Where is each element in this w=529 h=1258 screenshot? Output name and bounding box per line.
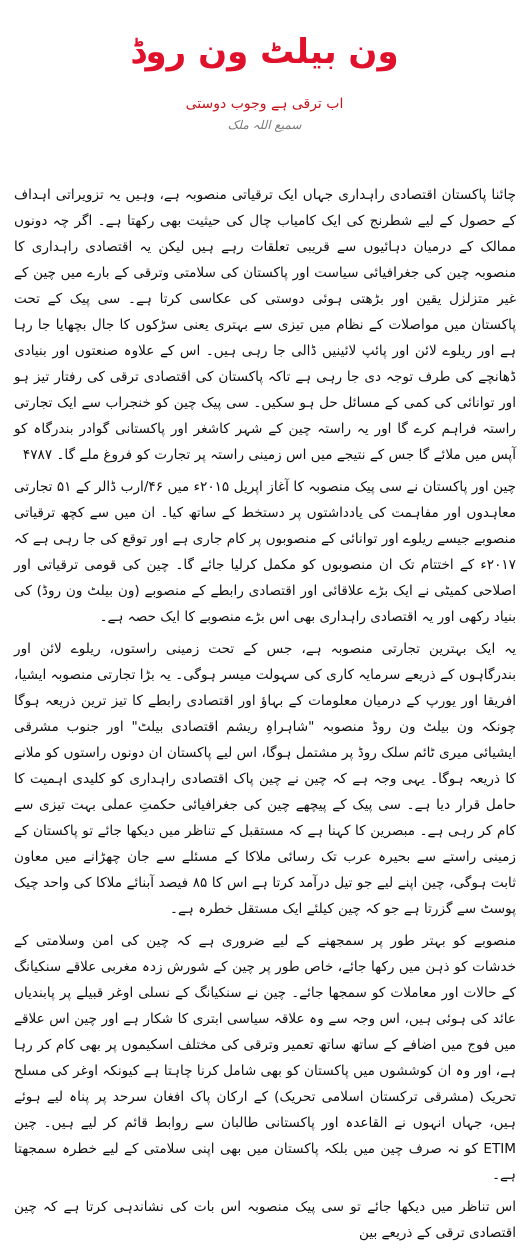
article-subtitle: اب ترقی ہے وجوب دوستی — [185, 96, 344, 112]
paragraph-1: چائنا پاکستان اقتصادی راہداری جہاں ایک ترقیاتی منصوبہ ہے، وہیں یہ تزویراتی اہداف کے حصول کے لیے شطرنج کی ایک کامیاب چال کی حیثیت بھی رکھتا ہے۔ اگر چہ دونوں ممالک کے درمیان دہائیوں سے قریبی تعلقات رہے ہیں لیکن یہ اقتصادی راہداری کا منصوبہ چین کی جغرافیائی سیاست اور پاکستان کی سلامتی وترقی کے بارے میں چین کے غیر متزلزل یقین اور بڑھتی ہوئی دوستی کی عکاسی کرتا ہے۔ سی پیک کے تحت پاکستان میں مواصلات کے نظام میں تیزی سے بہتری یعنی سڑکوں کا جال بچھایا جا رہا ہے اور ریلوے لائن اور پائپ لائینیں ڈالی جا رہی ہیں۔ اس کے علاوہ صنعتوں اور بنیادی ڈھانچے کی طرف توجہ دی جا رہی ہے تاکہ پاکستان کی اقتصادی ترقی کی رفتار تیز ہو اور توانائی کی کمی کے مسائل حل ہو سکیں۔ سی پیک چین کو خنجراب سے ایک تجارتی راستہ فراہم کرے گا اور یہ راستہ چین کے شہر کاشغر اور پاکستانی گوادر بندرگاہ کو آپس میں ملائے گا جس کے نتیجے میں اس زمینی راستہ پر تجارت کو فروغ ملے گا۔ ۴۷۸۷ — [14, 187, 516, 463]
paragraph-5: اس تناظر میں دیکھا جائے تو سی پیک منصوبہ اس بات کی نشاندہی کرتا ہے کہ چین اقتصادی ترقی کے ذریعے بین — [14, 1199, 516, 1241]
paragraph-3: یہ ایک بہترین تجارتی منصوبہ ہے، جس کے تحت زمینی راستوں، ریلوے لائن اور بندرگاہوں کے ذریعے سرمایہ کاری کی سہولت میسر ہوگی۔ یہ بڑا تجارتی منصوبہ ایشیا، افریقا اور یورپ کے درمیان معلومات کے بہاؤ اور اقتصادی رابطے کا تیز ترین ذریعہ ہوگا چونکہ ون بیلٹ ون روڈ منصوبہ "شاہراہِ ریشم اقتصادی بیلٹ" اور جنوب مشرقی ایشیائی میری ٹائم سلک روڈ پر مشتمل ہوگا، اس لیے پاکستان ان دونوں راستوں کو ملانے کا ذریعہ ہوگا۔ یہی وجہ ہے کہ چین نے چین پاک اقتصادی راہداری کو کلیدی اہمیت کا حامل قرار دیا ہے۔ سی پیک کے پیچھے چین کی جغرافیائی حکمتِ عملی بہت تیزی سے کام کر رہی ہے۔ مبصرین کا کہنا ہے کہ مستقبل کے تناظر میں دیکھا جائے تو پاکستان کے زمینی راستے سے بحیرہ عرب تک رسائی ملاکا کے مسئلے سے جان چھڑانے میں معاون ثابت ہوگی، چین اپنے لیے جو تیل درآمد کرتا ہے اس کا ۸۵ فیصد آبنائے ملاکا کی واحد چیک پوسٹ سے گزرتا ہے جو کہ چین کیلئے ایک مستقل خطرہ ہے۔ — [14, 641, 516, 917]
paragraph-2: چین اور پاکستان نے سی پیک منصوبہ کا آغاز اپریل ۲۰۱۵ء میں ۴۶/ارب ڈالر کے ۵۱ تجارتی معاہدوں اور مفاہمت کی یادداشتوں پر دستخط کے ساتھ کیا۔ ان میں سے کچھ ترقیاتی منصوبے جیسے ریلوے اور توانائی کے منصوبوں پر کام جاری ہے اور توقع کی جا رہی ہے کہ ۲۰۱۷ء کے اختتام تک ان منصوبوں کو مکمل کرلیا جائے گا۔ چین کی قومی ترقیاتی اور اصلاحی کمیٹی نے ایک بڑے علاقائی اور اقتصادی رابطے کے منصوبے (ون بیلٹ ون روڈ) کی بنیاد رکھی اور یہ اقتصادی راہداری بھی اس بڑے منصوبے کا ایک حصہ ہے۔ — [14, 479, 517, 625]
paragraph-4: منصوبے کو بہتر طور پر سمجھنے کے لیے ضروری ہے کہ چین کی امن وسلامتی کے خدشات کو ذہن میں رکھا جائے، خاص طور پر چین کے شورش زدہ مغربی علاقے سنکیانگ کے حالات اور معاملات کو سمجھا جائے۔ چین نے سنکیانگ کے نسلی اوغر قبیلے پر پابندیاں عائد کی ہوئی ہیں، اس وجہ سے وہ علاقہ سیاسی ابتری کا شکار ہے اور چین اس علاقے میں فوج میں اضافے کے ساتھ ساتھ تعمیر وترقی کی مختلف اسکیموں پر بھی کام کر رہا ہے، اور وہ ان کوششوں میں پاکستان کو بھی شامل کرنا چاہتا ہے کیونکہ اوغر کی مسلح تحریک (مشرقی ترکستان اسلامی تحریک) کے ارکان پاک افغان سرحد پر پناہ لیے ہوئے ہیں، جہاں انہوں نے القاعدہ اور پاکستانی طالبان سے روابط قائم کر لیے ہیں۔ چین ETIM کو نہ صرف چین میں بلکہ پاکستان میں بھی اپنی سلامتی کے لیے خطرہ سمجھتا ہے۔ — [14, 933, 516, 1183]
article-body — [14, 182, 516, 1250]
article-title: ون بیلٹ ون روڈ — [130, 32, 399, 72]
author-byline: سمیع اللہ ملک — [227, 118, 302, 132]
